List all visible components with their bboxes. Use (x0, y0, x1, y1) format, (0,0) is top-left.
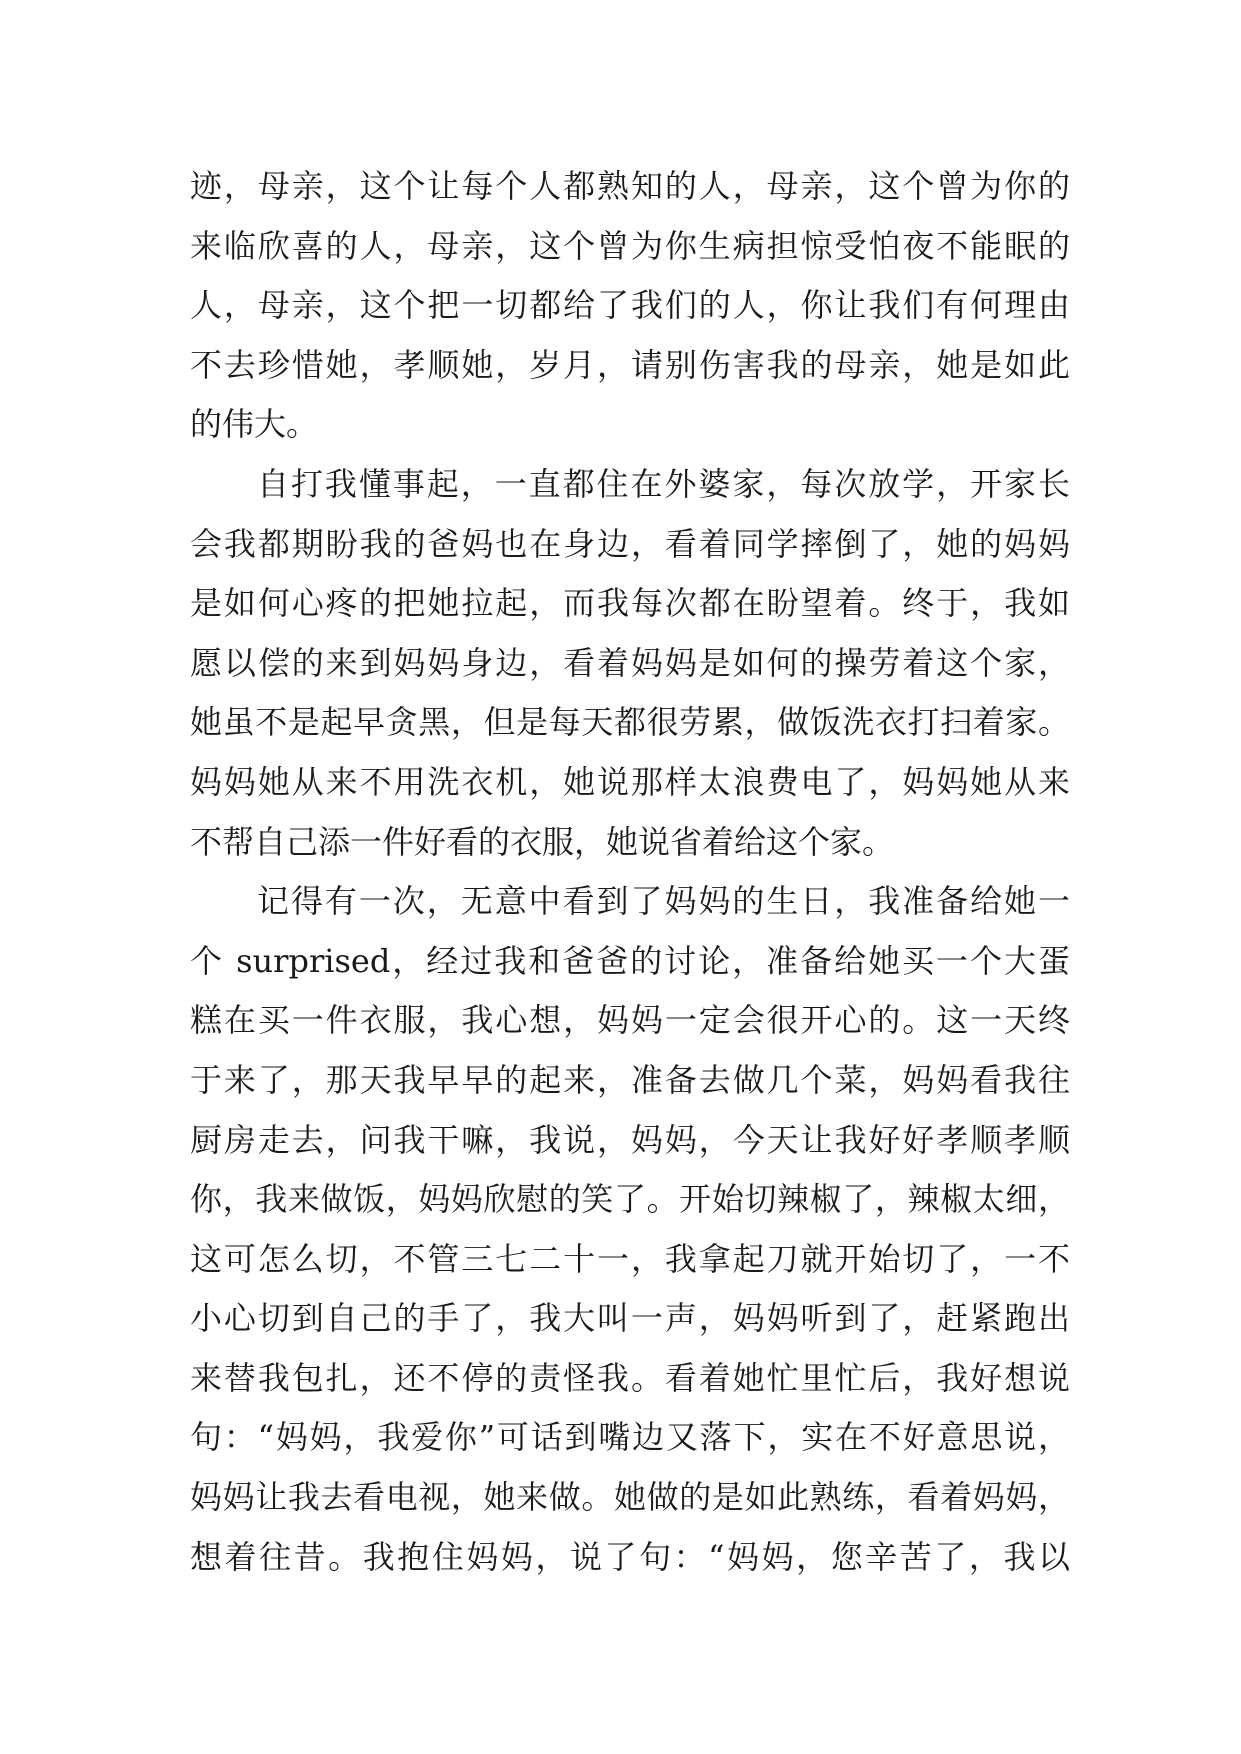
text-line: 糕在买一件衣服，我心想，妈妈一定会很开心的。这一天终 (190, 1001, 1070, 1040)
text-line: 来临欣喜的人，母亲，这个曾为你生病担惊受怕夜不能眠的 (190, 226, 1070, 265)
text-line: 妈妈她从来不用洗衣机，她说那样太浪费电了，妈妈她从来 (190, 762, 1070, 801)
text-line: 厨房走去，问我干嘛，我说，妈妈，今天让我好好孝顺孝顺 (190, 1120, 1070, 1159)
text-line: 不去珍惜她，孝顺她，岁月，请别伤害我的母亲，她是如此 (190, 345, 1070, 384)
text-line: 迹，母亲，这个让每个人都熟知的人，母亲，这个曾为你的 (190, 167, 1070, 205)
text-line: 妈妈让我去看电视，她来做。她做的是如此熟练，看着妈妈， (190, 1478, 1070, 1517)
text-line: 会我都期盼我的爸妈也在身边，看着同学摔倒了，她的妈妈 (190, 524, 1070, 563)
text-line: 句：“妈妈，我爱你”可话到嘴边又落下，实在不好意思说， (190, 1418, 1070, 1457)
text-line: 自打我懂事起，一直都住在外婆家，每次放学，开家长 (257, 464, 1070, 503)
text-body (190, 157, 1070, 1587)
text-line: 人，母亲，这个把一切都给了我们的人，你让我们有何理由 (190, 286, 1070, 325)
text-line: 记得有一次，无意中看到了妈妈的生日，我准备给她一 (257, 882, 1070, 921)
text-line: 来替我包扎，还不停的责怪我。看着她忙里忙后，我好想说 (190, 1358, 1070, 1397)
text-line: 不帮自己添一件好看的衣服，她说省着给这个家。 (190, 822, 895, 861)
text-line: 于来了，那天我早早的起来，准备去做几个菜，妈妈看我往 (190, 1060, 1070, 1099)
text-line: 愿以偿的来到妈妈身边，看着妈妈是如何的操劳着这个家， (190, 643, 1070, 682)
text-line: 个 surprised，经过我和爸爸的讨论，准备给她买一个大蛋 (190, 941, 1070, 980)
text-line: 你，我来做饭，妈妈欣慰的笑了。开始切辣椒了，辣椒太细， (190, 1180, 1070, 1219)
text-line: 的伟大。 (190, 405, 319, 444)
text-line: 是如何心疼的把她拉起，而我每次都在盼望着。终于，我如 (190, 584, 1070, 623)
text-line: 小心切到自己的手了，我大叫一声，妈妈听到了，赶紧跑出 (190, 1299, 1070, 1338)
text-line: 这可怎么切，不管三七二十一，我拿起刀就开始切了，一不 (190, 1239, 1070, 1278)
text-line: 想着往昔。我抱住妈妈，说了句：“妈妈，您辛苦了，我以 (190, 1537, 1070, 1576)
text-line: 她虽不是起早贪黑，但是每天都很劳累，做饭洗衣打扫着家。 (190, 703, 1070, 742)
